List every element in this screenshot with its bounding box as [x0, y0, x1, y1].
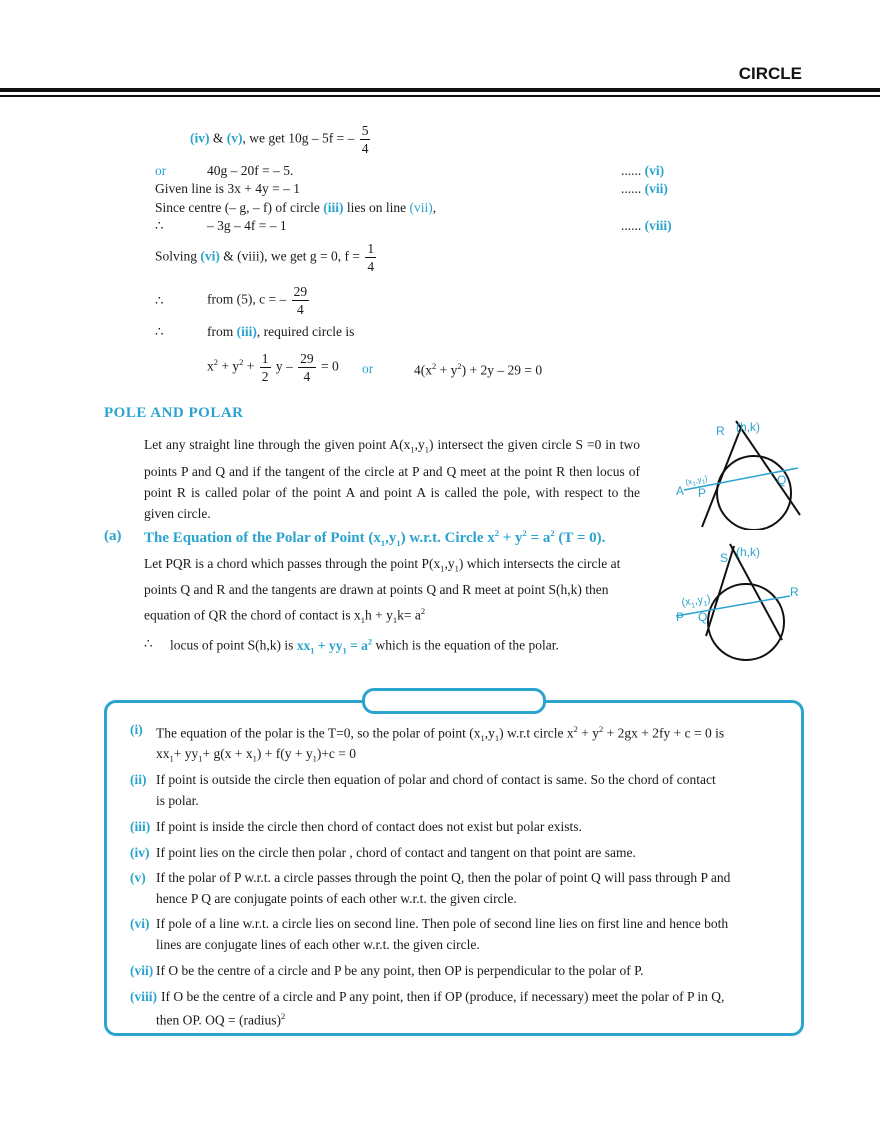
or-label: or [155, 163, 167, 178]
label-P: P [698, 486, 707, 500]
label-P-2: P [676, 610, 685, 624]
note-ii: (ii) If point is outside the circle then equation of polar and chord of contact is same. So the chord of contact [130, 772, 716, 787]
circle-shape [717, 456, 791, 530]
section-title: POLE AND POLAR [104, 405, 244, 421]
ref-iv: (iv) [190, 130, 210, 146]
therefore-symbol-2: ∴ [155, 293, 164, 308]
label-hk: (h,k) [736, 420, 760, 434]
label-R: R [716, 424, 725, 438]
equation-vi: 40g – 20f = – 5. [207, 163, 294, 178]
fraction-29-4: $\frac{29}{4}$ [293, 284, 308, 317]
label-R-2: R [790, 585, 799, 599]
fraction-1-4: $\frac{1}{4}$ [367, 241, 375, 274]
equation-viii: – 3g – 4f = – 1 [207, 218, 287, 233]
label-S: S [720, 551, 729, 565]
label-Q-2: Q [698, 610, 708, 624]
note-vii: (vii) If O be the centre of a circle and P be any point, then OP is perpendicular to the polar of P. [130, 963, 644, 978]
c-value-line: from (5), c = – $\frac{29}{4}$ [207, 284, 308, 317]
locus-line: locus of point S(h,k) is $xx_1 + yy_1 = a^2$ which is the equation of the polar. [170, 636, 559, 656]
given-line: Given line is 3x + 4y = – 1 [155, 181, 300, 196]
note-iv: (iv) If point lies on the circle then polar , chord of contact and tangent on that point are same. [130, 845, 636, 860]
note-viii: (viii) If O be the centre of a circle and P any point, then if OP (produce, if necessary) meet the polar of P in Q, [130, 989, 725, 1004]
final-circle-equation: $x^2 + y^2$ + $\frac{1}{2}$ y – $\frac{29}{4}$ = 0 [207, 351, 339, 384]
subsection-title: The Equation of the Polar of Point $(x_1,y_1)$ w.r.t. Circle $x^2 + y^2 = a^2$ (T = 0). [144, 528, 606, 548]
chord-of-contact-diagram [672, 540, 812, 665]
note-vi: (vi) If pole of a line w.r.t. a circle lies on second line. Then pole of second line lies on first line and hence both [130, 916, 729, 931]
tag-vii: ...... (vii) [621, 181, 668, 196]
ref-v: (v) [226, 130, 243, 146]
or-label-2: or [362, 361, 374, 376]
pole-polar-diagram [670, 415, 810, 530]
label-hk-2: (h,k) [736, 545, 760, 559]
chord-line-3: equation of QR the chord of contact is $x_1h + y_1k= a^2$ [144, 606, 426, 626]
note-iii: (iii) If point is inside the circle then chord of contact does not exist but polar exists. [130, 819, 582, 834]
label-A: A [676, 484, 685, 498]
label-x1y1-2: $(x_1,y_1)$ [680, 593, 712, 610]
therefore-symbol-4: ∴ [144, 636, 153, 651]
tag-vi: ...... (vi) [621, 163, 665, 178]
label-x1y1: $(x_1,y_1)$ [684, 473, 709, 488]
tag-viii: ...... (viii) [621, 218, 672, 233]
page-header-title: CIRCLE [738, 64, 802, 83]
solving-line: Solving (vi) & (viii), we get g = 0, f = $\frac{1}{4}$ [155, 241, 375, 274]
pole-polar-paragraph: Let any straight line through the given point $A(x_1,y_1)$ intersect the given circle S =0 in two points P and Q and if the tangent of the circle at P and Q meet at the point R then locus of point R is called polar of the point A and point A is called the pole, with respect to the given circle. [144, 437, 640, 521]
note-v: (v) If the polar of P w.r.t. a circle passes through the point Q, then the polar of point Q will pass through P and [130, 870, 731, 885]
header-rule-thin [0, 95, 880, 97]
subsection-label: (a) [104, 528, 122, 544]
amp: & [209, 130, 227, 146]
label-Q: Q [777, 473, 787, 487]
fraction-1-2: $\frac{1}{2}$ [261, 351, 269, 384]
centre-line: Since centre (– g, – f) of circle (iii) lies on line (vii), [155, 200, 437, 215]
derivation-line-1 [190, 122, 372, 157]
tangent-line-right [736, 421, 800, 515]
alt-circle-equation: $4(x^2 + y^2) + 2y - 29 = 0$ [414, 361, 543, 378]
chord-line-2: points Q and R and the tangents are drawn at points Q and R meet at point S(h,k) then [144, 582, 609, 597]
chord-line-1: Let PQR is a chord which passes through the point $P(x_1,y_1)$ which intersects the circle at [144, 556, 621, 574]
line1-text: , we get 10g – 5f = – [242, 130, 355, 146]
required-circle-line: from (iii), required circle is [207, 324, 355, 339]
note-i: (i) The equation of the polar is the T=0, so the polar of point $(x_1,y_1)$ w.r.t circle $x^2 + y^2 + 2gx + 2fy + c = 0$ is [130, 722, 725, 744]
therefore-symbol: ∴ [155, 218, 164, 233]
fraction-5-4: $\frac{5}{4}$ [361, 123, 369, 156]
header-rule-thick [0, 88, 880, 92]
therefore-symbol-3: ∴ [155, 324, 164, 339]
fraction-29-4b: $\frac{29}{4}$ [300, 351, 314, 384]
notes-tab [362, 688, 546, 714]
